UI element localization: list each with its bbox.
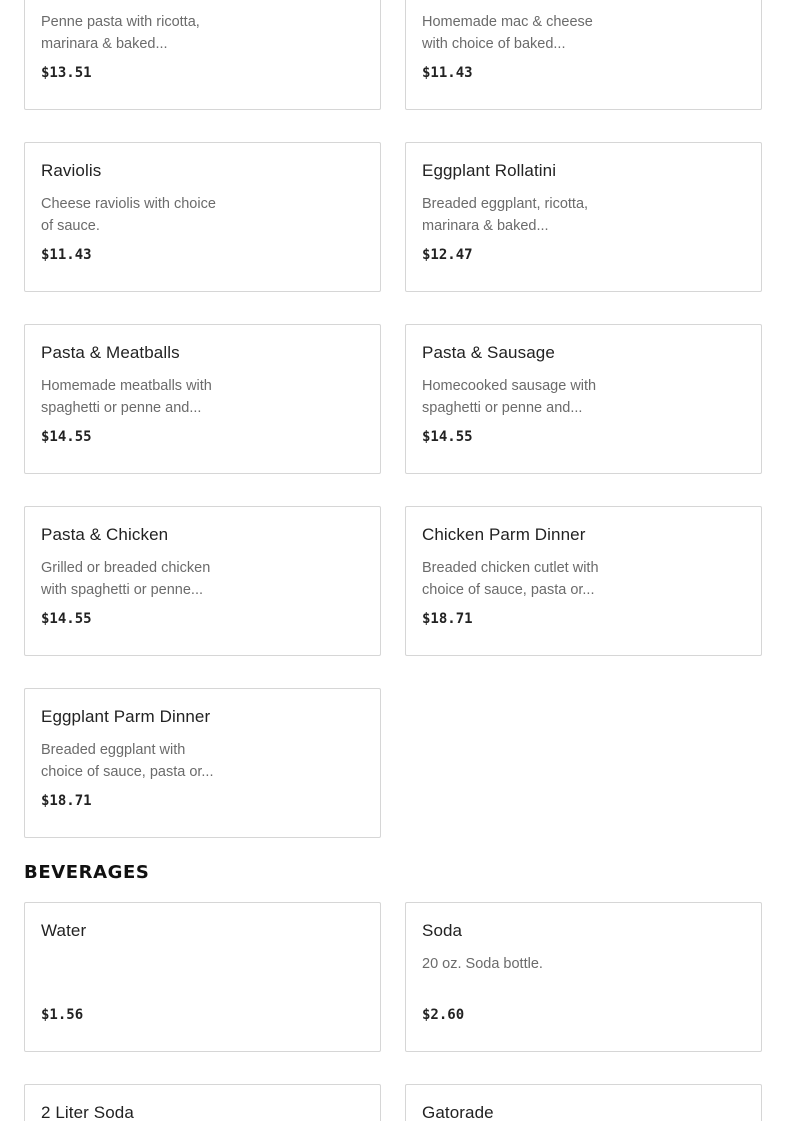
section-title-beverages: BEVERAGES — [24, 862, 150, 883]
item-name: Pasta & Meatballs — [41, 343, 180, 362]
item-description-line: Homecooked sausage with — [422, 378, 597, 394]
menu-item-card[interactable] — [405, 506, 762, 656]
menu-item-card[interactable] — [405, 902, 762, 1052]
item-name: Raviolis — [41, 161, 102, 180]
menu-item-card[interactable] — [24, 1084, 381, 1121]
item-description — [422, 953, 612, 975]
item-description — [41, 11, 231, 55]
item-price: $1.56 — [41, 1007, 84, 1023]
item-name: Soda — [422, 921, 463, 940]
item-description-line: marinara & baked... — [422, 218, 549, 234]
item-description-line: 20 oz. Soda bottle. — [422, 956, 543, 972]
item-description-line: Breaded chicken cutlet with — [422, 560, 599, 576]
item-description — [422, 375, 612, 419]
menu-item-card[interactable] — [405, 142, 762, 292]
item-description — [422, 557, 612, 601]
menu-item-card[interactable] — [405, 0, 762, 110]
item-description-line: spaghetti or penne and... — [41, 400, 202, 416]
item-name: Gatorade — [422, 1103, 494, 1121]
item-description-line: choice of sauce, pasta or... — [422, 582, 595, 598]
item-description — [41, 557, 231, 601]
menu-item-card[interactable] — [24, 324, 381, 474]
item-price: $11.43 — [41, 247, 92, 263]
menu-item-card[interactable] — [24, 0, 381, 110]
item-description-line: Homemade meatballs with — [41, 378, 212, 394]
item-description-line: Breaded eggplant with — [41, 742, 186, 758]
item-price: $14.55 — [41, 429, 92, 445]
item-description-line: spaghetti or penne and... — [422, 400, 583, 416]
item-price: $2.60 — [422, 1007, 465, 1023]
item-description — [422, 193, 612, 237]
item-name: Pasta & Chicken — [41, 525, 169, 544]
item-description-line: with spaghetti or penne... — [41, 582, 204, 598]
item-description — [41, 375, 231, 419]
item-description-line: Grilled or breaded chicken — [41, 560, 211, 576]
item-description-line: Penne pasta with ricotta, — [41, 14, 200, 30]
item-description-line: Homemade mac & cheese — [422, 14, 593, 30]
item-name: 2 Liter Soda — [41, 1103, 134, 1121]
menu-item-card[interactable] — [24, 688, 381, 838]
item-price: $13.51 — [41, 65, 92, 81]
item-description — [41, 193, 231, 237]
item-description — [422, 11, 612, 55]
menu-item-card[interactable] — [24, 506, 381, 656]
item-name: Eggplant Rollatini — [422, 161, 557, 180]
item-description-line: of sauce. — [41, 218, 100, 234]
menu-item-card[interactable] — [405, 1084, 762, 1121]
item-price: $18.71 — [422, 611, 473, 627]
item-description — [41, 739, 231, 783]
item-description-line: Cheese raviolis with choice — [41, 196, 216, 212]
item-description-line: with choice of baked... — [422, 36, 566, 52]
menu-item-card[interactable] — [24, 142, 381, 292]
menu-item-card[interactable] — [24, 902, 381, 1052]
item-description-line: marinara & baked... — [41, 36, 168, 52]
item-name: Eggplant Parm Dinner — [41, 707, 211, 726]
item-price: $14.55 — [422, 429, 473, 445]
item-description-line: choice of sauce, pasta or... — [41, 764, 214, 780]
item-price: $14.55 — [41, 611, 92, 627]
item-name: Water — [41, 921, 87, 940]
item-price: $12.47 — [422, 247, 473, 263]
item-description-line: Breaded eggplant, ricotta, — [422, 196, 589, 212]
menu-item-card[interactable] — [405, 324, 762, 474]
item-name: Chicken Parm Dinner — [422, 525, 586, 544]
item-name: Pasta & Sausage — [422, 343, 555, 362]
item-price: $11.43 — [422, 65, 473, 81]
item-price: $18.71 — [41, 793, 92, 809]
